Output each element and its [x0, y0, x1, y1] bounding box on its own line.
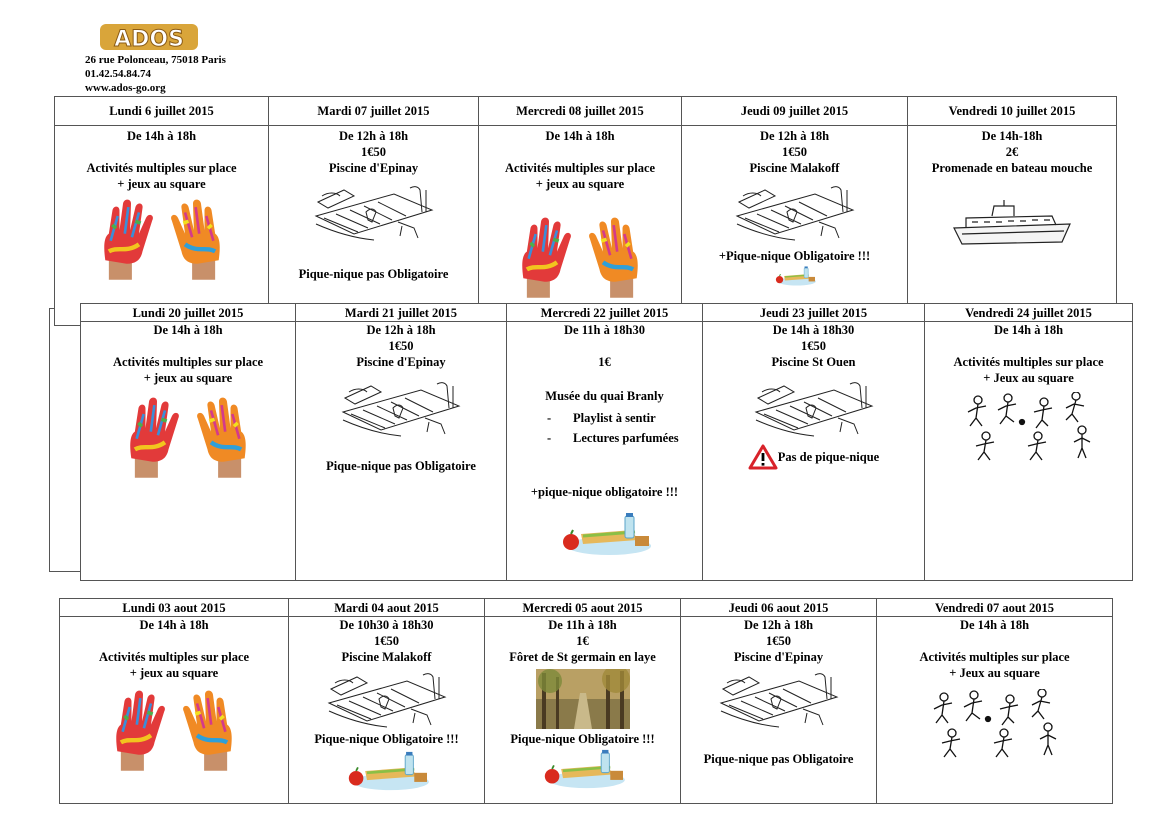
website-link[interactable]: www.ados-go.org [85, 82, 166, 94]
activity-text: + jeux au square [117, 177, 206, 191]
schedule-time: De 14h à 18h [126, 129, 197, 143]
playing-children-drawing [930, 689, 1060, 759]
day-cell [681, 617, 877, 804]
warning-icon [748, 444, 778, 470]
week-2-table [80, 303, 1133, 581]
picnic-note: +pique-nique obligatoire !!! [530, 485, 679, 499]
phone: 01.42.54.84.74 [85, 68, 151, 80]
ados-logo [100, 22, 198, 52]
painted-hands-image [518, 216, 642, 298]
schedule-time: De 12h à 18h [759, 129, 830, 143]
activity-text: Piscine d'Epinay [356, 355, 446, 369]
schedule-time: De 11h à 18h30 [564, 323, 645, 337]
activity-text: Activités multiples sur place [504, 161, 656, 175]
activity-text: + jeux au square [129, 666, 219, 680]
day-header: Mardi 21 juillet 2015 [296, 304, 507, 322]
address: 26 rue Polonceau, 75018 Paris [85, 54, 226, 66]
schedule-time: De 12h à 18h [338, 129, 409, 143]
logo-text: ADOS [114, 27, 184, 52]
picnic-image [755, 266, 835, 286]
activity-text: Activités multiples sur place [112, 355, 264, 369]
price: 1€50 [801, 339, 826, 353]
forest-photo [536, 669, 630, 729]
swimming-pool-drawing [719, 669, 839, 729]
day-header: Mardi 04 aout 2015 [289, 599, 485, 617]
painted-hands-image [112, 689, 236, 771]
painted-hands-image [126, 396, 250, 478]
day-cell [682, 126, 908, 326]
activity-text: Piscine St Ouen [771, 355, 856, 369]
price: 1€50 [361, 145, 386, 159]
activity-text: Activités multiples sur place [953, 355, 1104, 369]
playing-children-drawing [964, 392, 1094, 462]
activity-text: + jeux au square [143, 371, 233, 385]
day-header: Lundi 6 juillet 2015 [55, 97, 269, 126]
day-cell [296, 322, 507, 581]
schedule-time: De 14h à 18h [153, 323, 223, 337]
activity-text: Activités multiples sur place [919, 650, 1070, 664]
day-header: Vendredi 10 juillet 2015 [908, 97, 1117, 126]
week-1-table [54, 96, 1117, 326]
day-cell [60, 617, 289, 804]
swimming-pool-drawing [314, 182, 434, 242]
activity-text: Musée du quai Branly [545, 389, 664, 403]
swimming-pool-drawing [735, 182, 855, 242]
schedule-time: De 11h à 18h [548, 618, 617, 632]
activity-text: Piscine d'Epinay [328, 161, 419, 175]
boat-drawing [951, 198, 1073, 248]
picnic-image [559, 512, 651, 556]
picnic-image [341, 751, 433, 791]
picnic-note: Pique-nique pas Obligatoire [703, 752, 854, 766]
price: 1€ [576, 634, 589, 648]
day-cell [81, 322, 296, 581]
activity-text: Piscine Malakoff [749, 161, 840, 175]
day-header: Mercredi 08 juillet 2015 [479, 97, 682, 126]
week-3-table [59, 598, 1113, 804]
activity-text: + jeux au square [535, 177, 625, 191]
price: 1€50 [766, 634, 791, 648]
price: 1€ [598, 355, 611, 369]
schedule-time: De 14h à 18h30 [772, 323, 855, 337]
day-header: Jeudi 23 juillet 2015 [703, 304, 925, 322]
schedule-time: De 14h à 18h [545, 129, 615, 143]
picnic-note: Pique-nique Obligatoire !!! [314, 732, 459, 746]
picnic-image [537, 749, 629, 789]
activity-text: Activités multiples sur place [86, 161, 237, 175]
day-cell [289, 617, 485, 804]
day-header: Vendredi 24 juillet 2015 [925, 304, 1133, 322]
day-header: Jeudi 09 juillet 2015 [682, 97, 908, 126]
day-cell [269, 126, 479, 326]
activity-text: Piscine Malakoff [341, 650, 432, 664]
day-header: Lundi 03 aout 2015 [60, 599, 289, 617]
schedule-time: De 10h30 à 18h30 [339, 618, 434, 632]
day-cell [479, 126, 682, 326]
day-cell [908, 126, 1117, 326]
activity-text: Promenade en bateau mouche [931, 161, 1093, 175]
swimming-pool-drawing [341, 378, 461, 438]
picnic-note: Pique-nique Obligatoire !!! [510, 732, 655, 746]
activity-text: Fôret de St germain en laye [509, 650, 656, 664]
list-item: - Lectures parfumées [547, 431, 679, 445]
day-header: Mardi 07 juillet 2015 [269, 97, 479, 126]
day-cell [485, 617, 681, 804]
swimming-pool-drawing [327, 669, 447, 729]
schedule-time: De 14h à 18h [139, 618, 209, 632]
activity-text: Activités multiples sur place [98, 650, 250, 664]
day-cell [925, 322, 1133, 581]
picnic-note: +Pique-nique Obligatoire !!! [718, 249, 871, 263]
activity-text: + Jeux au square [983, 371, 1074, 385]
schedule-time: De 14h-18h [981, 129, 1043, 143]
price: 1€50 [388, 339, 414, 353]
day-header: Mercredi 05 aout 2015 [485, 599, 681, 617]
day-header: Mercredi 22 juillet 2015 [507, 304, 703, 322]
price: 1€50 [782, 145, 807, 159]
day-cell [507, 322, 703, 581]
organization-contact [85, 53, 226, 95]
activity-text: + Jeux au square [949, 666, 1040, 680]
swimming-pool-drawing [754, 378, 874, 438]
activity-bullet-list [547, 410, 702, 446]
day-header: Jeudi 06 aout 2015 [681, 599, 877, 617]
schedule-time: De 12h à 18h [366, 323, 436, 337]
picnic-note: Pique-nique pas Obligatoire [326, 459, 476, 473]
day-cell [703, 322, 925, 581]
picnic-note: Pique-nique pas Obligatoire [298, 267, 449, 281]
painted-hands-image [100, 198, 224, 280]
day-cell [55, 126, 269, 326]
day-header: Lundi 20 juillet 2015 [81, 304, 296, 322]
price: 2€ [1005, 145, 1019, 159]
schedule-time: De 12h à 18h [743, 618, 814, 632]
day-header: Vendredi 07 aout 2015 [877, 599, 1113, 617]
day-cell [877, 617, 1113, 804]
list-item: - Playlist à sentir [547, 411, 656, 425]
activity-text: Piscine d'Epinay [733, 650, 824, 664]
price: 1€50 [374, 634, 399, 648]
picnic-note: Pas de pique-nique [777, 450, 880, 464]
schedule-time: De 14h à 18h [993, 323, 1064, 337]
schedule-time: De 14h à 18h [959, 618, 1030, 632]
